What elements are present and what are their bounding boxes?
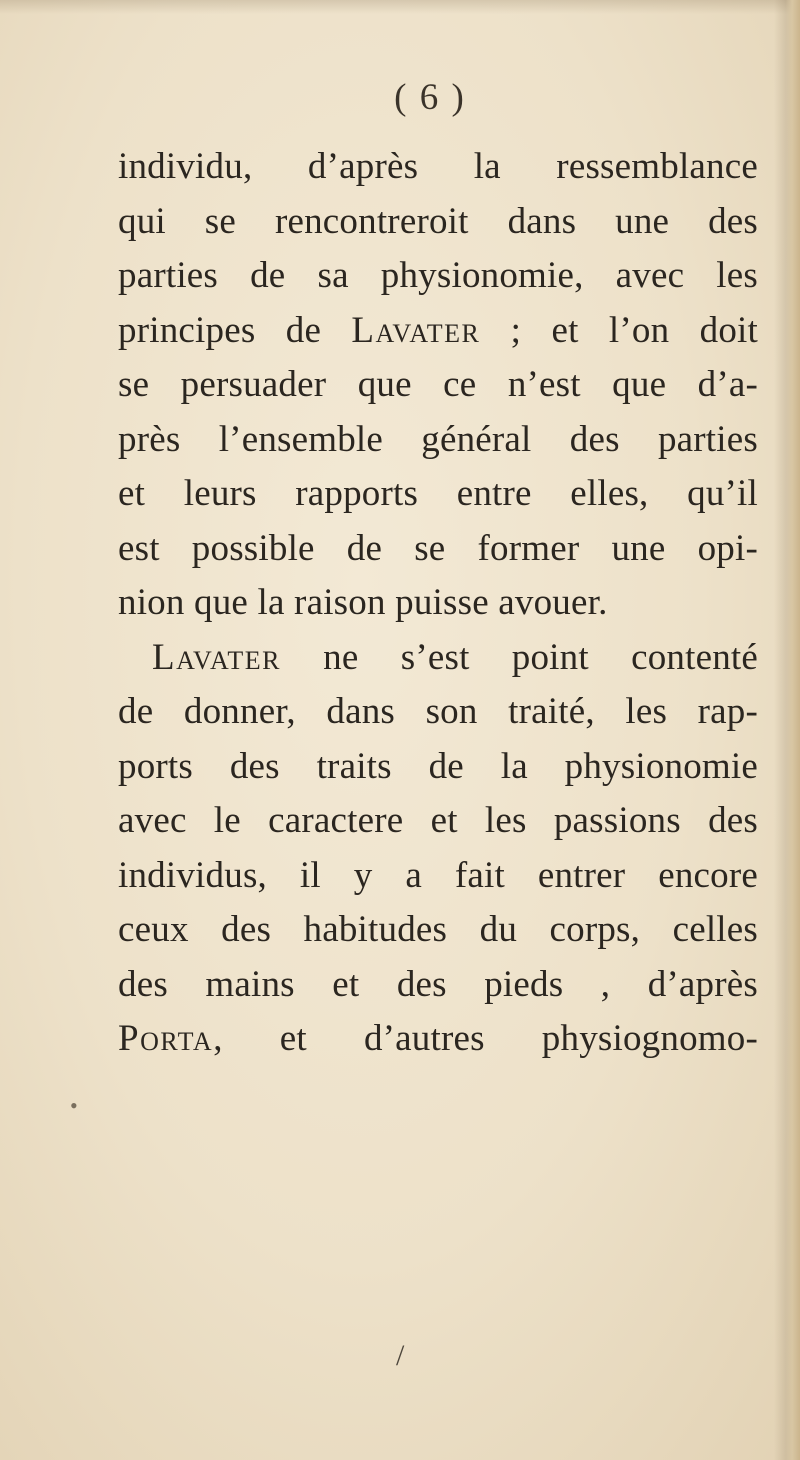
body-text: [118, 140, 758, 1067]
text-line: Porta, et d’autres physiognomo-: [118, 1018, 758, 1059]
text-line: individu, d’après la ressemblance: [118, 146, 758, 187]
proper-name: Lavater: [351, 309, 481, 351]
text-line: qui se rencontreroit dans une des: [118, 200, 758, 242]
text-line: est possible de se former une opi-: [118, 527, 758, 569]
text-line: de donner, dans son traité, les rap-: [118, 691, 758, 732]
text-line: ports des traits de la physionomie: [118, 745, 758, 787]
text-line: parties de sa physionomie, avec les: [118, 255, 758, 296]
text-line: individus, il y a fait entrer encore: [118, 854, 758, 896]
page-number: ( 6 ): [394, 77, 466, 118]
page-binding-edge: [774, 0, 800, 1460]
text-line: et leurs rapports entre elles, qu’il: [118, 473, 758, 514]
text-line: principes de Lavater ; et l’on doit: [118, 309, 758, 351]
text-line: avec le caractere et les passions des: [118, 800, 758, 841]
text-line: près l’ensemble général des parties: [118, 418, 758, 460]
text-line: nion que la raison puisse avouer.: [118, 582, 608, 623]
page-top-shadow: [0, 0, 800, 14]
text-line: des mains et des pieds , d’après: [118, 963, 758, 1005]
proper-name: Porta: [118, 1018, 214, 1059]
proper-name: Lavater: [152, 636, 281, 678]
text-line: se persuader que ce n’est que d’a-: [118, 364, 758, 405]
text-line: Lavater ne s’est point contenté: [152, 636, 758, 678]
text-line: ceux des habitudes du corps, celles: [118, 909, 758, 950]
pencil-tick-mark: /: [396, 1339, 405, 1372]
margin-bullet-mark: •: [70, 1093, 78, 1118]
